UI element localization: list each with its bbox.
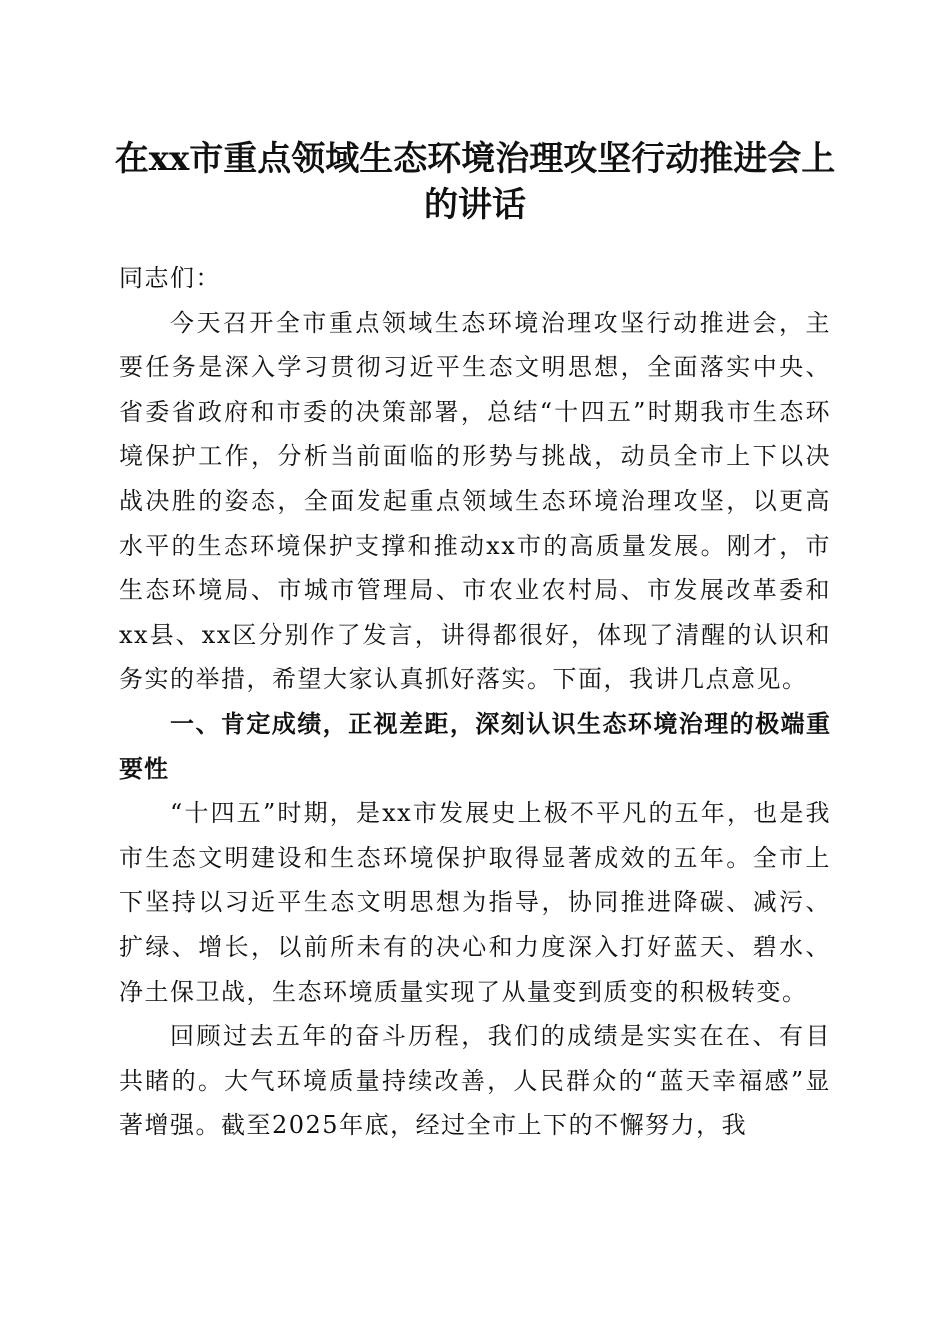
document-body — [119, 256, 831, 1148]
paragraph-intro: 今天召开全市重点领域生态环境治理攻坚行动推进会，主要任务是深入学习贯彻习近平生态文明思想，全面落实中央、省委省政府和市委的决策部署，总结“十四五”时期我市生态环境保护工作，分析当前面临的形势与挑战，动员全市上下以决战决胜的姿态，全面发起重点领域生态环境治理攻坚，以更高水平的生态环境保护支撑和推动xx市的高质量发展。刚才，市生态环境局、市城市管理局、市农业农村局、市发展改革委和xx县、xx区分别作了发言，讲得都很好，体现了清醒的认识和务实的举措，希望大家认真抓好落实。下面，我讲几点意见。 — [119, 308, 831, 694]
paragraph-review: 回顾过去五年的奋斗历程，我们的成绩是实实在在、有目共睹的。大气环境质量持续改善，人民群众的“蓝天幸福感”显著增强。截至2025年底，经过全市上下的不懈努力，我 — [119, 1022, 831, 1140]
document-title: 在xx市重点领域生态环境治理攻坚行动推进会上的讲话 — [114, 139, 836, 225]
salutation: 同志们： — [119, 264, 221, 292]
section-heading-1: 一、肯定成绩，正视差距，深刻认识生态环境治理的极端重要性 — [119, 709, 831, 783]
paragraph-achievements: “十四五”时期，是xx市发展史上极不平凡的五年，也是我市生态文明建设和生态环境保护取得显著成效的五年。全市上下坚持以习近平生态文明思想为指导，协同推进降碳、减污、扩绿、增长，以前所未有的决心和力度深入打好蓝天、碧水、净土保卫战，生态环境质量实现了从量变到质变的积极转变。 — [119, 799, 831, 1006]
